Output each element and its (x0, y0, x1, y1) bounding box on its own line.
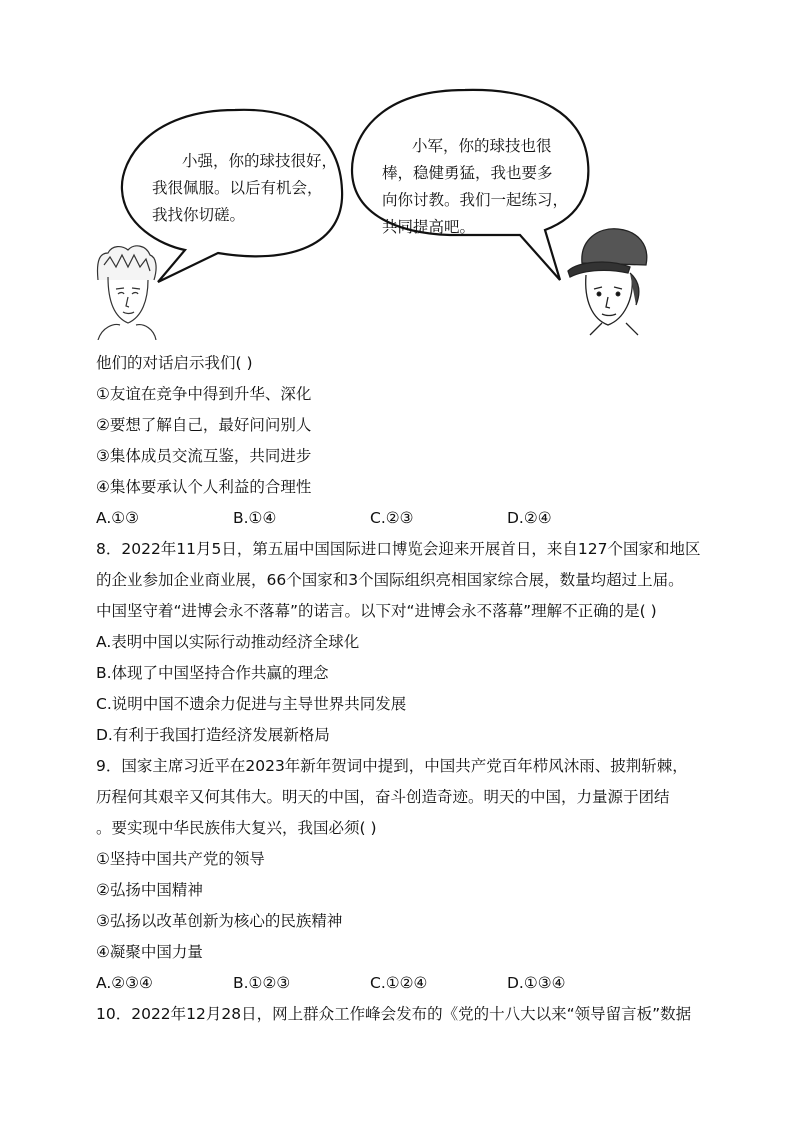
q9-option-d: D.①③④ (507, 974, 566, 992)
q7-option-b: B.①④ (233, 509, 277, 527)
q7-stem: 他们的对话启示我们( ) (96, 354, 253, 372)
q8-choice-d: D.有利于我国打造经济发展新格局 (96, 726, 330, 744)
q8-choice-c: C.说明中国不遗余力促进与主导世界共同发展 (96, 695, 407, 713)
left-character-portrait (97, 246, 156, 340)
right-bubble-text (382, 133, 592, 241)
q7-option-d: D.②④ (507, 509, 552, 527)
left-bubble-line: 小强，你的球技很好， (182, 152, 338, 170)
q7-options (96, 503, 716, 534)
q7-option-a: A.①③ (96, 509, 140, 527)
left-bubble-text (152, 148, 342, 229)
q9-option-c: C.①②④ (370, 974, 428, 992)
q9-item: ①坚持中国共产党的领导 (96, 850, 265, 868)
left-bubble-line: 我找你切磋。 (152, 206, 246, 224)
q9-option-a: A.②③④ (96, 974, 153, 992)
q9-line: 历程何其艰辛又何其伟大。明天的中国，奋斗创造奇迹。明天的中国，力量源于团结 (96, 788, 670, 806)
right-bubble-line: 共同提高吧。 (382, 218, 476, 236)
q9-item: ④凝聚中国力量 (96, 943, 203, 961)
q7-item: ③集体成员交流互鉴，共同进步 (96, 447, 312, 465)
q8-line: 8．2022年11月5日，第五届中国国际进口博览会迎来开展首日，来自127个国家和地区 (96, 540, 701, 558)
q9-option-b: B.①②③ (233, 974, 291, 992)
q7-item: ①友谊在竞争中得到升华、深化 (96, 385, 312, 403)
right-character-portrait (568, 229, 647, 335)
q10-line: 10．2022年12月28日，网上群众工作峰会发布的《党的十八大以来“领导留言板”数据 (96, 1005, 692, 1023)
q9-line: 。要实现中华民族伟大复兴，我国必须( ) (96, 819, 377, 837)
q8-line: 中国坚守着“进博会永不落幕”的诺言。以下对“进博会永不落幕”理解不正确的是( ) (96, 602, 657, 620)
q9-line: 9．国家主席习近平在2023年新年贺词中提到，中国共产党百年栉风沐雨、披荆斩棘， (96, 757, 688, 775)
q9-item: ③弘扬以改革创新为核心的民族精神 (96, 912, 343, 930)
right-bubble-line: 向你讨教。我们一起练习， (382, 191, 569, 209)
q8-line: 的企业参加企业商业展，66个国家和3个国际组织亮相国家综合展，数量均超过上届。 (96, 571, 684, 589)
left-bubble-line: 我很佩服。以后有机会， (152, 179, 323, 197)
right-bubble-line: 棒，稳健勇猛，我也要多 (382, 164, 553, 182)
q7-item: ④集体要承认个人利益的合理性 (96, 478, 312, 496)
right-bubble-line: 小军，你的球技也很 (412, 137, 552, 155)
question-content (96, 348, 716, 1030)
q9-item: ②弘扬中国精神 (96, 881, 203, 899)
q8-choice-b: B.体现了中国坚持合作共赢的理念 (96, 664, 329, 682)
q7-item: ②要想了解自己，最好问问别人 (96, 416, 312, 434)
q7-option-c: C.②③ (370, 509, 414, 527)
q8-choice-a: A.表明中国以实际行动推动经济全球化 (96, 633, 360, 651)
q9-options (96, 968, 716, 999)
